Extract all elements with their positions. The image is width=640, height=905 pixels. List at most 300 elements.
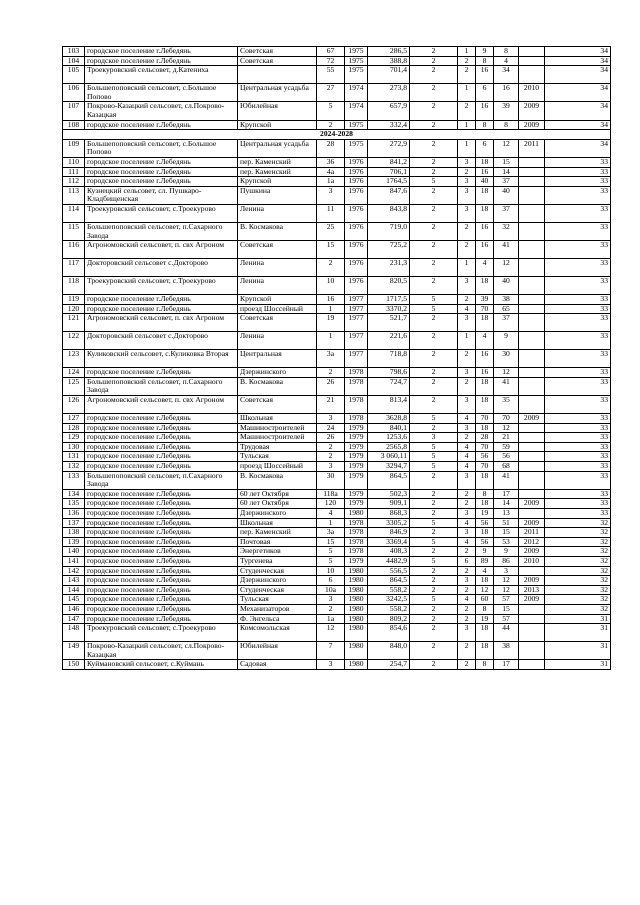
house-number-cell: 4: [317, 509, 345, 519]
table-row: [63, 84, 611, 102]
plan-year-cell: 33: [545, 157, 611, 167]
house-number-cell: 10: [317, 277, 345, 295]
row-number-cell: 109: [63, 139, 85, 157]
repair-year-cell: [519, 304, 545, 314]
row-number-cell: 127: [63, 414, 85, 424]
settlement-cell: городское поселение г.Лебедянь: [85, 518, 238, 528]
row-number-cell: 107: [63, 102, 85, 120]
area-cell: 2565,8: [368, 442, 410, 452]
residents-cell: 41: [494, 471, 519, 489]
residents-cell: 17: [494, 489, 519, 499]
repair-year-cell: 2009: [519, 595, 545, 605]
repair-year-cell: 2012: [519, 537, 545, 547]
street-cell: Ленина: [238, 204, 317, 222]
house-number-cell: 2: [317, 368, 345, 378]
table-row: [63, 528, 611, 538]
street-cell: Советская: [238, 396, 317, 414]
settlement-cell: городское поселение г.Лебедянь: [85, 595, 238, 605]
entrances-cell: 3: [458, 423, 476, 433]
plan-year-cell: 32: [545, 585, 611, 595]
settlement-cell: городское поселение г.Лебедянь: [85, 585, 238, 595]
flats-cell: 8: [476, 660, 494, 670]
row-number-cell: 148: [63, 624, 85, 642]
area-cell: 820,5: [368, 277, 410, 295]
table-row: [63, 576, 611, 586]
settlement-cell: городское поселение г.Лебедянь: [85, 547, 238, 557]
settlement-cell: городское поселение г.Лебедянь: [85, 576, 238, 586]
street-cell: Студенческая: [238, 566, 317, 576]
plan-year-cell: 33: [545, 204, 611, 222]
floors-cell: 5: [410, 414, 458, 424]
table-row: [63, 642, 611, 660]
street-cell: Советская: [238, 241, 317, 259]
repair-year-cell: 2011: [519, 139, 545, 157]
street-cell: 60 лет Октября: [238, 489, 317, 499]
repair-year-cell: [519, 462, 545, 472]
plan-year-cell: 34: [545, 47, 611, 57]
residents-cell: 8: [494, 47, 519, 57]
row-number-cell: 140: [63, 547, 85, 557]
plan-year-cell: 33: [545, 241, 611, 259]
housing-register-table: [62, 46, 611, 670]
plan-year-cell: 34: [545, 84, 611, 102]
repair-year-cell: [519, 624, 545, 642]
row-number-cell: 132: [63, 462, 85, 472]
settlement-cell: городское поселение г.Лебедянь: [85, 604, 238, 614]
table-row: [63, 462, 611, 472]
build-year-cell: 1978: [345, 377, 368, 395]
residents-cell: 32: [494, 222, 519, 240]
row-number-cell: 108: [63, 120, 85, 130]
table-row: [63, 120, 611, 130]
flats-cell: 70: [476, 442, 494, 452]
build-year-cell: 1979: [345, 442, 368, 452]
build-year-cell: 1976: [345, 177, 368, 187]
settlement-cell: Докторовский сельсовет с.Докторово: [85, 259, 238, 277]
repair-year-cell: 2009: [519, 518, 545, 528]
house-number-cell: 1: [317, 304, 345, 314]
row-number-cell: 149: [63, 642, 85, 660]
area-cell: 521,7: [368, 314, 410, 332]
repair-year-cell: 2009: [519, 576, 545, 586]
street-cell: Машиностроителей: [238, 433, 317, 443]
repair-year-cell: [519, 433, 545, 443]
table-row: [63, 222, 611, 240]
residents-cell: 3: [494, 566, 519, 576]
settlement-cell: городское поселение г.Лебедянь: [85, 537, 238, 547]
table-row: [63, 556, 611, 566]
table-row: [63, 47, 611, 57]
flats-cell: 18: [476, 396, 494, 414]
settlement-cell: городское поселение г.Лебедянь: [85, 556, 238, 566]
row-number-cell: 130: [63, 442, 85, 452]
area-cell: 864,5: [368, 576, 410, 586]
entrances-cell: 2: [458, 642, 476, 660]
residents-cell: 56: [494, 452, 519, 462]
entrances-cell: 2: [458, 604, 476, 614]
floors-cell: 2: [410, 102, 458, 120]
table-row: [63, 314, 611, 332]
table-row: [63, 396, 611, 414]
repair-year-cell: [519, 66, 545, 84]
floors-cell: 2: [410, 332, 458, 350]
entrances-cell: 2: [458, 222, 476, 240]
residents-cell: 14: [494, 167, 519, 177]
plan-year-cell: 33: [545, 277, 611, 295]
row-number-cell: 131: [63, 452, 85, 462]
street-cell: Советская: [238, 56, 317, 66]
area-cell: 3294,7: [368, 462, 410, 472]
flats-cell: 4: [476, 566, 494, 576]
residents-cell: 15: [494, 604, 519, 614]
flats-cell: 8: [476, 120, 494, 130]
row-number-cell: 139: [63, 537, 85, 547]
area-cell: 864,5: [368, 471, 410, 489]
plan-year-cell: 33: [545, 462, 611, 472]
area-cell: 272,9: [368, 139, 410, 157]
repair-year-cell: [519, 177, 545, 187]
entrances-cell: 3: [458, 471, 476, 489]
plan-year-cell: 32: [545, 537, 611, 547]
row-number-cell: 134: [63, 489, 85, 499]
plan-year-cell: 33: [545, 499, 611, 509]
residents-cell: 57: [494, 595, 519, 605]
build-year-cell: 1976: [345, 204, 368, 222]
floors-cell: 2: [410, 186, 458, 204]
repair-year-cell: [519, 377, 545, 395]
flats-cell: 16: [476, 167, 494, 177]
build-year-cell: 1979: [345, 433, 368, 443]
house-number-cell: 16: [317, 295, 345, 305]
row-number-cell: 128: [63, 423, 85, 433]
settlement-cell: городское поселение г.Лебедянь: [85, 489, 238, 499]
street-cell: пер. Каменский: [238, 528, 317, 538]
house-number-cell: 3а: [317, 350, 345, 368]
plan-year-cell: 31: [545, 660, 611, 670]
street-cell: Центральная усадьба: [238, 84, 317, 102]
flats-cell: 8: [476, 56, 494, 66]
plan-year-cell: 32: [545, 576, 611, 586]
area-cell: 868,3: [368, 509, 410, 519]
table-row: [63, 259, 611, 277]
settlement-cell: Кузнецкий сельсовет, сл. Пушкаро-Кладбищенская: [85, 186, 238, 204]
repair-year-cell: [519, 314, 545, 332]
settlement-cell: городское поселение г.Лебедянь: [85, 509, 238, 519]
floors-cell: 5: [410, 556, 458, 566]
flats-cell: 16: [476, 241, 494, 259]
floors-cell: 2: [410, 423, 458, 433]
flats-cell: 56: [476, 518, 494, 528]
area-cell: 332,4: [368, 120, 410, 130]
floors-cell: 2: [410, 528, 458, 538]
entrances-cell: 2: [458, 241, 476, 259]
street-cell: пер. Каменский: [238, 167, 317, 177]
area-cell: 221,6: [368, 332, 410, 350]
settlement-cell: Покрово-Казацкий сельсовет, сл.Покрово-Казацкая: [85, 642, 238, 660]
settlement-cell: Большепоповский сельсовет, п.Сахарного Завода: [85, 471, 238, 489]
entrances-cell: 2: [458, 167, 476, 177]
floors-cell: 2: [410, 222, 458, 240]
build-year-cell: 1978: [345, 368, 368, 378]
flats-cell: 9: [476, 47, 494, 57]
street-cell: Центральная: [238, 350, 317, 368]
build-year-cell: 1978: [345, 414, 368, 424]
residents-cell: 34: [494, 66, 519, 84]
table-row: [63, 167, 611, 177]
row-number-cell: 114: [63, 204, 85, 222]
floors-cell: 2: [410, 56, 458, 66]
floors-cell: 5: [410, 537, 458, 547]
floors-cell: 3: [410, 433, 458, 443]
build-year-cell: 1975: [345, 139, 368, 157]
row-number-cell: 119: [63, 295, 85, 305]
repair-year-cell: [519, 423, 545, 433]
area-cell: 286,5: [368, 47, 410, 57]
flats-cell: 12: [476, 585, 494, 595]
residents-cell: 9: [494, 332, 519, 350]
entrances-cell: 2: [458, 350, 476, 368]
plan-year-cell: 33: [545, 186, 611, 204]
plan-year-cell: 33: [545, 509, 611, 519]
row-number-cell: 105: [63, 66, 85, 84]
residents-cell: 65: [494, 304, 519, 314]
build-year-cell: 1977: [345, 332, 368, 350]
house-number-cell: 2: [317, 120, 345, 130]
flats-cell: 18: [476, 576, 494, 586]
settlement-cell: Покрово-Казацкий сельсовет, сл.Покрово-Казацкая: [85, 102, 238, 120]
repair-year-cell: 2013: [519, 585, 545, 595]
area-cell: 809,2: [368, 614, 410, 624]
house-number-cell: 3: [317, 186, 345, 204]
build-year-cell: 1978: [345, 518, 368, 528]
flats-cell: 6: [476, 139, 494, 157]
build-year-cell: 1978: [345, 547, 368, 557]
build-year-cell: 1979: [345, 556, 368, 566]
row-number-cell: 122: [63, 332, 85, 350]
build-year-cell: 1975: [345, 66, 368, 84]
area-cell: 701,4: [368, 66, 410, 84]
settlement-cell: городское поселение г.Лебедянь: [85, 167, 238, 177]
residents-cell: 37: [494, 314, 519, 332]
build-year-cell: 1979: [345, 471, 368, 489]
repair-year-cell: [519, 442, 545, 452]
plan-year-cell: 33: [545, 295, 611, 305]
plan-year-cell: 34: [545, 56, 611, 66]
area-cell: 556,5: [368, 566, 410, 576]
build-year-cell: 1974: [345, 102, 368, 120]
plan-year-cell: 33: [545, 452, 611, 462]
repair-year-cell: [519, 332, 545, 350]
flats-cell: 18: [476, 186, 494, 204]
settlement-cell: Докторовский сельсовет с.Докторово: [85, 332, 238, 350]
house-number-cell: 118а: [317, 489, 345, 499]
table-row: [63, 241, 611, 259]
table-row: [63, 186, 611, 204]
entrances-cell: 1: [458, 332, 476, 350]
house-number-cell: 55: [317, 66, 345, 84]
build-year-cell: 1976: [345, 277, 368, 295]
repair-year-cell: [519, 204, 545, 222]
entrances-cell: 3: [458, 509, 476, 519]
row-number-cell: 141: [63, 556, 85, 566]
area-cell: 388,8: [368, 56, 410, 66]
plan-year-cell: 33: [545, 442, 611, 452]
floors-cell: 2: [410, 66, 458, 84]
area-cell: 847,6: [368, 186, 410, 204]
entrances-cell: 2: [458, 377, 476, 395]
plan-year-cell: 34: [545, 139, 611, 157]
floors-cell: 2: [410, 84, 458, 102]
build-year-cell: 1980: [345, 624, 368, 642]
house-number-cell: 2: [317, 259, 345, 277]
entrances-cell: 4: [458, 462, 476, 472]
house-number-cell: 6: [317, 576, 345, 586]
plan-year-cell: 34: [545, 120, 611, 130]
row-number-cell: 142: [63, 566, 85, 576]
row-number-cell: 138: [63, 528, 85, 538]
settlement-cell: городское поселение г.Лебедянь: [85, 499, 238, 509]
entrances-cell: 4: [458, 414, 476, 424]
entrances-cell: 1: [458, 259, 476, 277]
house-number-cell: 24: [317, 423, 345, 433]
row-number-cell: 103: [63, 47, 85, 57]
street-cell: Школьная: [238, 518, 317, 528]
build-year-cell: 1979: [345, 452, 368, 462]
row-number-cell: 126: [63, 396, 85, 414]
residents-cell: 41: [494, 377, 519, 395]
residents-cell: 68: [494, 462, 519, 472]
house-number-cell: 67: [317, 47, 345, 57]
entrances-cell: 3: [458, 368, 476, 378]
residents-cell: 21: [494, 433, 519, 443]
entrances-cell: 2: [458, 433, 476, 443]
area-cell: 840,1: [368, 423, 410, 433]
plan-year-cell: 33: [545, 433, 611, 443]
street-cell: Пушкина: [238, 186, 317, 204]
table-row: [63, 295, 611, 305]
plan-year-cell: 33: [545, 167, 611, 177]
entrances-cell: 4: [458, 537, 476, 547]
build-year-cell: 1979: [345, 499, 368, 509]
street-cell: проезд Шоссейный: [238, 462, 317, 472]
settlement-cell: Агрономовский сельсовет, п. свх Агроном: [85, 241, 238, 259]
build-year-cell: 1976: [345, 167, 368, 177]
build-year-cell: 1979: [345, 489, 368, 499]
street-cell: Садовая: [238, 660, 317, 670]
street-cell: Советская: [238, 314, 317, 332]
build-year-cell: 1980: [345, 566, 368, 576]
area-cell: 843,8: [368, 204, 410, 222]
row-number-cell: 112: [63, 177, 85, 187]
street-cell: Почтовая: [238, 537, 317, 547]
row-number-cell: 121: [63, 314, 85, 332]
row-number-cell: 106: [63, 84, 85, 102]
residents-cell: 12: [494, 368, 519, 378]
house-number-cell: 21: [317, 396, 345, 414]
residents-cell: 39: [494, 102, 519, 120]
street-cell: Студенческая: [238, 585, 317, 595]
house-number-cell: 26: [317, 377, 345, 395]
area-cell: 3 060,11: [368, 452, 410, 462]
table-row: [63, 660, 611, 670]
area-cell: 3369,4: [368, 537, 410, 547]
plan-year-cell: 33: [545, 414, 611, 424]
repair-year-cell: 2009: [519, 414, 545, 424]
floors-cell: 2: [410, 547, 458, 557]
entrances-cell: 2: [458, 614, 476, 624]
street-cell: Ф. Энгельса: [238, 614, 317, 624]
row-number-cell: 136: [63, 509, 85, 519]
build-year-cell: 1980: [345, 604, 368, 614]
area-cell: 841,2: [368, 157, 410, 167]
build-year-cell: 1976: [345, 241, 368, 259]
floors-cell: 2: [410, 614, 458, 624]
table-row: [63, 489, 611, 499]
repair-year-cell: [519, 47, 545, 57]
settlement-cell: городское поселение г.Лебедянь: [85, 566, 238, 576]
house-number-cell: 10: [317, 566, 345, 576]
house-number-cell: 1а: [317, 614, 345, 624]
table-row: [63, 102, 611, 120]
repair-year-cell: [519, 509, 545, 519]
table-row: [63, 368, 611, 378]
settlement-cell: Куликовский сельсовет, с.Куликовка Вторая: [85, 350, 238, 368]
entrances-cell: 4: [458, 442, 476, 452]
area-cell: 657,9: [368, 102, 410, 120]
house-number-cell: 5: [317, 102, 345, 120]
residents-cell: 70: [494, 414, 519, 424]
settlement-cell: Троекуровский сельсовет, с.Троекурово: [85, 204, 238, 222]
settlement-cell: Большепоповский сельсовет, с.Большое Попово: [85, 84, 238, 102]
residents-cell: 35: [494, 396, 519, 414]
street-cell: В. Космакова: [238, 222, 317, 240]
floors-cell: 2: [410, 314, 458, 332]
street-cell: [238, 66, 317, 84]
table-row: [63, 499, 611, 509]
floors-cell: 2: [410, 396, 458, 414]
period-header-row: [63, 130, 611, 140]
row-number-cell: 110: [63, 157, 85, 167]
area-cell: 408,3: [368, 547, 410, 557]
floors-cell: 5: [410, 595, 458, 605]
entrances-cell: 3: [458, 576, 476, 586]
flats-cell: 9: [476, 547, 494, 557]
floors-cell: 2: [410, 585, 458, 595]
flats-cell: 19: [476, 614, 494, 624]
build-year-cell: 1976: [345, 259, 368, 277]
entrances-cell: 1: [458, 139, 476, 157]
table-row: [63, 177, 611, 187]
build-year-cell: 1980: [345, 585, 368, 595]
plan-year-cell: 31: [545, 614, 611, 624]
table-row: [63, 537, 611, 547]
house-number-cell: 30: [317, 471, 345, 489]
street-cell: Дзержинского: [238, 509, 317, 519]
row-number-cell: 135: [63, 499, 85, 509]
flats-cell: 16: [476, 368, 494, 378]
row-number-cell: 129: [63, 433, 85, 443]
entrances-cell: 1: [458, 120, 476, 130]
house-number-cell: 4а: [317, 167, 345, 177]
row-number-cell: 123: [63, 350, 85, 368]
area-cell: 3370,2: [368, 304, 410, 314]
residents-cell: 16: [494, 84, 519, 102]
entrances-cell: 3: [458, 624, 476, 642]
row-number-cell: 133: [63, 471, 85, 489]
floors-cell: 2: [410, 259, 458, 277]
area-cell: 798,6: [368, 368, 410, 378]
street-cell: Механизаторов: [238, 604, 317, 614]
